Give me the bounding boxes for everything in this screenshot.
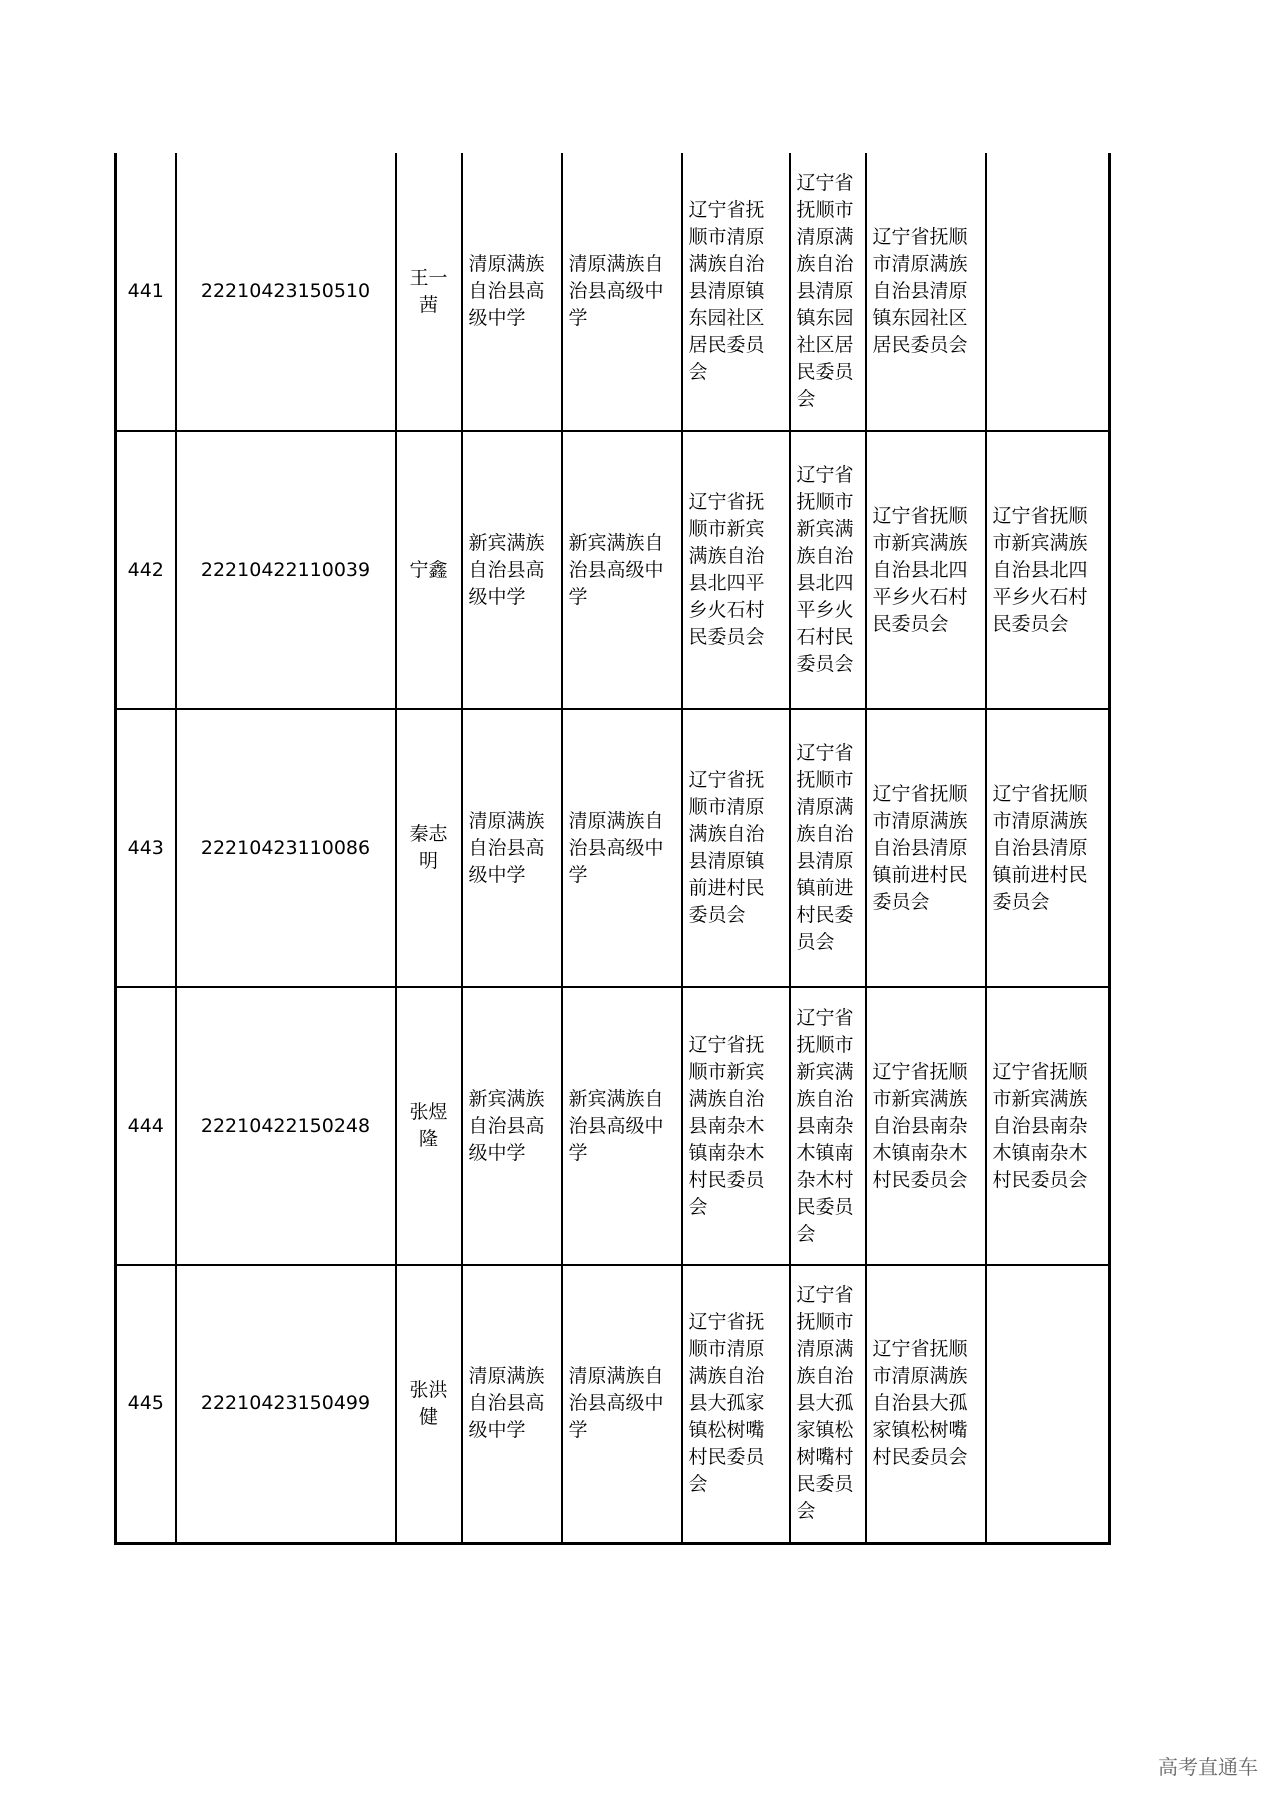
table-row bbox=[116, 1265, 1110, 1543]
exam-school-name: 清原满族自治县高级中学 bbox=[562, 709, 682, 987]
row-index: 445 bbox=[116, 1265, 176, 1543]
table-row bbox=[116, 431, 1110, 709]
table-row bbox=[116, 987, 1110, 1265]
address-cell: 辽宁省抚顺市清原满族自治县清原镇东园社区居民委员会 bbox=[682, 153, 790, 431]
address-cell: 辽宁省抚顺市新宾满族自治县南杂木镇南杂木村民委员会 bbox=[986, 987, 1110, 1265]
address-cell: 辽宁省抚顺市新宾满族自治县北四平乡火石村民委员会 bbox=[866, 431, 986, 709]
address-cell: 辽宁省抚顺市清原满族自治县清原镇前进村民委员会 bbox=[986, 709, 1110, 987]
student-name: 王一茜 bbox=[396, 153, 462, 431]
exam-school-name: 新宾满族自治县高级中学 bbox=[562, 431, 682, 709]
address-cell: 辽宁省抚顺市清原满族自治县大孤家镇松树嘴村民委员会 bbox=[866, 1265, 986, 1543]
school-name: 清原满族自治县高级中学 bbox=[462, 1265, 562, 1543]
exam-school-name: 清原满族自治县高级中学 bbox=[562, 1265, 682, 1543]
school-name: 清原满族自治县高级中学 bbox=[462, 153, 562, 431]
exam-number: 22210423150510 bbox=[176, 153, 396, 431]
address-cell bbox=[986, 1265, 1110, 1543]
address-cell: 辽宁省抚顺市新宾满族自治县北四平乡火石村民委员会 bbox=[790, 431, 866, 709]
table-row bbox=[116, 709, 1110, 987]
address-cell: 辽宁省抚顺市新宾满族自治县北四平乡火石村民委员会 bbox=[986, 431, 1110, 709]
table-row bbox=[116, 153, 1110, 431]
address-cell: 辽宁省抚顺市新宾满族自治县北四平乡火石村民委员会 bbox=[682, 431, 790, 709]
row-index: 441 bbox=[116, 153, 176, 431]
address-cell: 辽宁省抚顺市清原满族自治县清原镇前进村民委员会 bbox=[790, 709, 866, 987]
exam-number: 22210422150248 bbox=[176, 987, 396, 1265]
student-name: 张洪健 bbox=[396, 1265, 462, 1543]
address-cell: 辽宁省抚顺市清原满族自治县大孤家镇松树嘴村民委员会 bbox=[790, 1265, 866, 1543]
roster-table bbox=[114, 153, 1111, 1545]
student-name: 张煜隆 bbox=[396, 987, 462, 1265]
school-name: 新宾满族自治县高级中学 bbox=[462, 431, 562, 709]
address-cell: 辽宁省抚顺市清原满族自治县清原镇前进村民委员会 bbox=[682, 709, 790, 987]
address-cell: 辽宁省抚顺市清原满族自治县清原镇前进村民委员会 bbox=[866, 709, 986, 987]
school-name: 清原满族自治县高级中学 bbox=[462, 709, 562, 987]
exam-number: 22210422110039 bbox=[176, 431, 396, 709]
address-cell: 辽宁省抚顺市清原满族自治县大孤家镇松树嘴村民委员会 bbox=[682, 1265, 790, 1543]
address-cell bbox=[986, 153, 1110, 431]
exam-school-name: 新宾满族自治县高级中学 bbox=[562, 987, 682, 1265]
address-cell: 辽宁省抚顺市清原满族自治县清原镇东园社区居民委员会 bbox=[866, 153, 986, 431]
school-name: 新宾满族自治县高级中学 bbox=[462, 987, 562, 1265]
address-cell: 辽宁省抚顺市新宾满族自治县南杂木镇南杂木村民委员会 bbox=[790, 987, 866, 1265]
watermark: 高考直通车 bbox=[1158, 1755, 1258, 1779]
student-name: 宁鑫 bbox=[396, 431, 462, 709]
exam-number: 22210423150499 bbox=[176, 1265, 396, 1543]
exam-school-name: 清原满族自治县高级中学 bbox=[562, 153, 682, 431]
address-cell: 辽宁省抚顺市清原满族自治县清原镇东园社区居民委员会 bbox=[790, 153, 866, 431]
row-index: 444 bbox=[116, 987, 176, 1265]
row-index: 442 bbox=[116, 431, 176, 709]
address-cell: 辽宁省抚顺市新宾满族自治县南杂木镇南杂木村民委员会 bbox=[682, 987, 790, 1265]
row-index: 443 bbox=[116, 709, 176, 987]
exam-number: 22210423110086 bbox=[176, 709, 396, 987]
student-name: 秦志明 bbox=[396, 709, 462, 987]
address-cell: 辽宁省抚顺市新宾满族自治县南杂木镇南杂木村民委员会 bbox=[866, 987, 986, 1265]
